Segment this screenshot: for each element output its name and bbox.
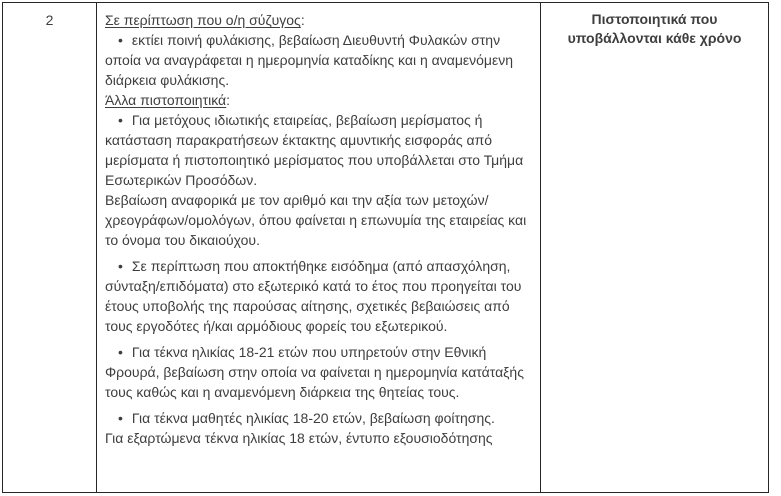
bullet-icon: • <box>118 32 123 48</box>
bullet-item-foreign-income: • Σε περίπτωση που αποκτήθηκε εισόδημα (από απασχόληση, σύνταξη/επιδόματα) στο εξωτερικό κατά το έτος που προηγείται του έτους υποβολής της παρούσας αίτησης, σχετικές βεβαιώσεις από τους εργοδότες ή/και αρμόδιους φορείς του εξωτερικού. <box>105 258 522 334</box>
frequency-header: Πιστοποιητικά που υποβάλλονται κάθε χρόνο <box>567 11 742 46</box>
submission-frequency-cell <box>540 3 768 492</box>
requirements-cell <box>96 3 540 492</box>
certificates-requirements-table <box>2 2 769 493</box>
row-number-cell <box>3 3 96 492</box>
paragraph-shares-confirmation: Βεβαίωση αναφορικά με τον αριθμό και την αξία των μετοχών/ χρεογράφων/ομολόγων, όπου φαίνεται η επωνυμία της εταιρείας και το όνομα του δικαιούχου. <box>105 192 527 248</box>
paragraph-authorization-form: Για εξαρτώμενα τέκνα ηλικίας 18 ετών, έντυπο εξουσιοδότησης <box>105 430 493 446</box>
bullet-icon: • <box>118 410 123 426</box>
section-heading-other-certificates: Άλλα πιστοποιητικά: <box>105 92 231 108</box>
bullet-item-national-guard: • Για τέκνα ηλικίας 18-21 ετών που υπηρετούν στην Εθνική Φρουρά, βεβαίωση στην οποία να φαίνεται η ημερομηνία κατάταξής τους καθώς και η αναμενόμενη διάρκεια της θητείας τους. <box>105 344 524 400</box>
row-number: 2 <box>45 12 54 28</box>
bullet-icon: • <box>118 258 123 274</box>
bullet-item-imprisonment: • εκτίει ποινή φυλάκισης, βεβαίωση Διευθυντή Φυλακών στην οποία να αναγράφεται η ημερομηνία καταδίκης και η αναμενόμενη διάρκεια φυλάκισης. <box>105 32 514 88</box>
section-heading-spouse: Σε περίπτωση που ο/η σύζυγος: <box>105 12 305 28</box>
bullet-icon: • <box>118 112 123 128</box>
bullet-icon: • <box>118 344 123 360</box>
bullet-item-students: • Για τέκνα μαθητές ηλικίας 18-20 ετών, βεβαίωση φοίτησης. <box>118 410 495 426</box>
bullet-item-shareholders: • Για μετόχους ιδιωτικής εταιρείας, βεβαίωση μερίσματος ή κατάσταση παρακρατήσεων έκτακτης αμυντικής εισφοράς από μερίσματα ή πιστοποιητικό μερίσματος που υποβάλλεται στο Τμήμα Εσωτερικών Προσόδων. <box>105 112 524 188</box>
